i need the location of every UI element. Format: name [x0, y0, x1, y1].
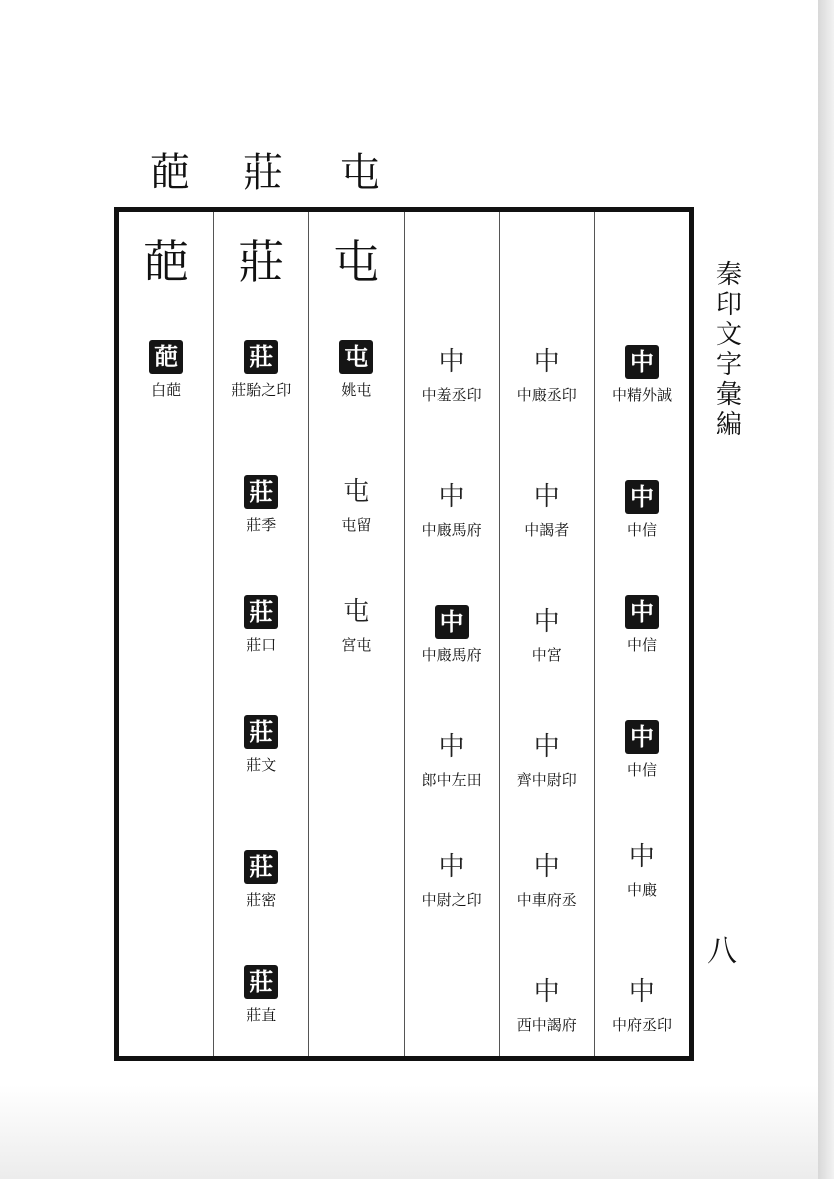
header-char-2: 莊 [243, 150, 283, 196]
seal-entry [214, 850, 308, 910]
seal-entry [500, 605, 594, 665]
column-glyph: 屯 [333, 235, 380, 289]
seal-entry [500, 345, 594, 405]
seal-caption: 莊直 [246, 1006, 277, 1024]
seal-entry [119, 340, 213, 400]
seal-caption: 莊密 [246, 891, 277, 909]
seal-caption: 宮屯 [341, 636, 372, 654]
seal-impression: 中 [533, 852, 560, 882]
seal-entry [595, 595, 689, 655]
page-shadow [0, 1085, 818, 1179]
seal-impression: 中 [533, 347, 560, 377]
seal-caption: 莊文 [246, 756, 277, 774]
seal-entry [595, 345, 689, 405]
table-column [213, 212, 308, 1056]
book-title-text: 秦印文字彙編 [715, 260, 742, 440]
seal-caption: 屯留 [341, 516, 372, 534]
header-char-3: 屯 [340, 150, 380, 196]
seal-impression: 中 [533, 482, 560, 512]
table-column [499, 212, 594, 1056]
seal-caption: 莊季 [246, 516, 277, 534]
seal-caption: 中信 [626, 521, 657, 539]
table-column [594, 212, 689, 1056]
header-char-1: 葩 [150, 150, 190, 196]
seal-impression: 中 [625, 595, 659, 629]
seal-entry [500, 850, 594, 910]
seal-entry [214, 965, 308, 1025]
seal-entry [500, 480, 594, 540]
seal-caption: 姚屯 [341, 381, 372, 399]
column-glyph: 葩 [143, 235, 190, 289]
seal-entry [405, 480, 499, 540]
seal-impression: 中 [533, 977, 560, 1007]
seal-entry [500, 730, 594, 790]
seal-caption: 莊口 [246, 636, 277, 654]
seal-impression: 中 [438, 732, 465, 762]
seal-entry [595, 840, 689, 900]
seal-caption: 中尉之印 [421, 891, 482, 909]
seal-impression: 葩 [149, 340, 183, 374]
seal-impression: 莊 [244, 475, 278, 509]
seal-impression: 中 [533, 607, 560, 637]
seal-caption: 中廄 [626, 881, 657, 899]
seal-caption: 齊中尉印 [516, 771, 577, 789]
column-glyph: 莊 [238, 235, 285, 289]
seal-caption: 西中謁府 [516, 1016, 577, 1034]
seal-impression: 屯 [343, 477, 370, 507]
seal-entry [595, 480, 689, 540]
table-column [404, 212, 499, 1056]
seal-caption: 中宮 [531, 646, 562, 664]
seal-impression: 中 [628, 842, 655, 872]
seal-caption: 中信 [626, 761, 657, 779]
seal-entry [405, 730, 499, 790]
seal-impression: 中 [438, 347, 465, 377]
seal-entry [405, 850, 499, 910]
seal-caption: 莊駘之印 [231, 381, 292, 399]
seal-impression: 中 [435, 605, 469, 639]
seal-entry [309, 595, 403, 655]
seal-caption: 中廄馬府 [421, 521, 482, 539]
page-edge [818, 0, 834, 1179]
seal-caption: 中信 [626, 636, 657, 654]
seal-impression: 中 [625, 480, 659, 514]
seal-impression: 中 [533, 732, 560, 762]
seal-impression: 莊 [244, 715, 278, 749]
seal-impression: 莊 [244, 965, 278, 999]
table-column [119, 212, 213, 1056]
seal-impression: 莊 [244, 595, 278, 629]
seal-entry [595, 720, 689, 780]
seal-caption: 中精外誠 [611, 386, 672, 404]
seal-caption: 中廄丞印 [516, 386, 577, 404]
seal-caption: 中謁者 [524, 521, 570, 539]
seal-entry [214, 340, 308, 400]
seal-entry [405, 605, 499, 665]
seal-impression: 莊 [244, 340, 278, 374]
seal-impression: 中 [628, 977, 655, 1007]
seal-impression: 中 [438, 852, 465, 882]
seal-caption: 郎中左田 [421, 771, 482, 789]
seal-caption: 中羞丞印 [421, 386, 482, 404]
seal-impression: 中 [625, 345, 659, 379]
seal-caption: 中府丞印 [611, 1016, 672, 1034]
seal-caption: 中車府丞 [516, 891, 577, 909]
seal-entry [500, 975, 594, 1035]
seal-entry [595, 975, 689, 1035]
seal-impression: 中 [625, 720, 659, 754]
seal-table [114, 207, 694, 1061]
seal-caption: 中廄馬府 [421, 646, 482, 664]
seal-entry [309, 475, 403, 535]
seal-entry [214, 715, 308, 775]
seal-entry [405, 345, 499, 405]
seal-impression: 中 [438, 482, 465, 512]
seal-caption: 白葩 [151, 381, 182, 399]
seal-impression: 屯 [339, 340, 373, 374]
table-column [308, 212, 403, 1056]
seal-impression: 屯 [343, 597, 370, 627]
seal-entry [214, 475, 308, 535]
page-number: 八 [707, 934, 737, 969]
book-title [712, 260, 746, 440]
seal-impression: 莊 [244, 850, 278, 884]
seal-entry [309, 340, 403, 400]
seal-entry [214, 595, 308, 655]
